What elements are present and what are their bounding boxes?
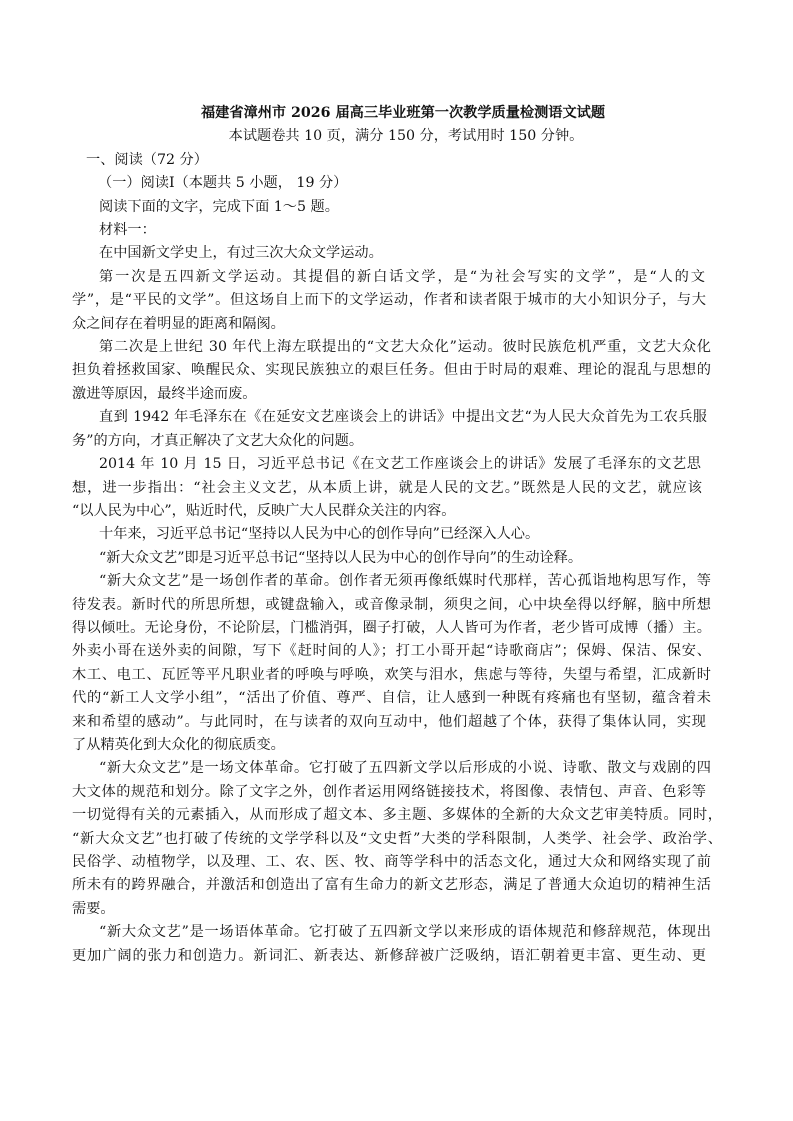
document-content (72, 102, 722, 968)
instruction-text: 阅读下面的文字，完成下面 1～5 题。 (99, 198, 339, 215)
body-line: 民俗学、动植物学，以及理、工、农、医、牧、商等学科中的活态文化，通过大众和网络实现了前 (72, 854, 711, 870)
body-line: 第一次是五四新文学运动。其提倡的新白话文学，是“为社会写实的文学”，是“人的文 (99, 268, 705, 285)
body-line: 在中国新文学史上，有过三次大众文学运动。 (99, 245, 383, 262)
body-line: 了从精英化到大众化的彻底质变。 (72, 736, 285, 753)
body-line: 众之间存在着明显的距离和隔阂。 (72, 315, 285, 332)
subsection-heading: （一）阅读Ⅰ（本题共 5 小题， 19 分） (98, 175, 348, 192)
body-line: 更加广阔的张力和创造力。新词汇、新表达、新修辞被广泛吸纳，语汇朝着更丰富、更生动、更 (72, 947, 706, 964)
body-line: 激进等原因，最终半途而废。 (72, 385, 257, 402)
body-line: 木工、电工、瓦匠等平凡职业者的呼唤与呼唤，欢笑与泪水，焦虑与等待，失望与希望，汇成新时 (72, 666, 711, 683)
body-line: “新大众文艺”是一场语体革命。它打破了五四新文学以来形成的语体规范和修辞规范，体现出 (99, 924, 711, 941)
body-line: 想，进一步指出：“社会主义文艺，从本质上讲，就是人民的文艺。”既然是人民的文艺，就应该 (72, 479, 702, 496)
body-line: 需要。 (72, 900, 115, 917)
body-line: 得以倾吐。无论身份，不论阶层，门槛消弭，圈子打破，人人皆可为作者，老少皆可成博（播）主。 (72, 619, 711, 636)
body-line: 来和希望的感动”。与此同时，在与读者的双向互动中，他们超越了个体，获得了集体认同，实现 (72, 713, 706, 730)
body-line: 直到 1942 年毛泽东在《在延安文艺座谈会上的讲话》中提出文艺“为人民大众首先为工农兵服 (99, 409, 707, 426)
body-line: 务”的方向，才真正解决了文艺大众化的问题。 (72, 432, 364, 449)
body-line: “以人民为中心”，贴近时代，反映广大人民群众关注的内容。 (72, 502, 456, 519)
section-heading: 一、阅读（72 分） (86, 151, 208, 168)
body-line: 第二次是上世纪 30 年代上海左联提出的“文艺大众化”运动。彼时民族危机严重，文艺大众化 (99, 339, 711, 356)
body-line: 担负着拯救国家、唤醒民众、实现民族独立的艰巨任务。但由于时局的艰难、理论的混乱与思想的 (72, 362, 711, 379)
body-line: 2014 年 10 月 15 日，习近平总书记《在文艺工作座谈会上的讲话》发展了毛泽东的文艺思 (99, 456, 701, 473)
body-line: 代的“新工人文学小组”，“活出了价值、尊严、自信，让人感到一种既有疼痛也有坚韧，蕴含着未 (72, 690, 711, 707)
body-line: “新大众文艺”是一场文体革命。它打破了五四新文学以后形成的小说、诗歌、散文与戏剧的四 (99, 760, 711, 777)
body-line: 学”，是“平民的文学”。但这场自上而下的文学运动，作者和读者限于城市的大小知识分子，与大 (72, 292, 706, 309)
body-line: 十年来，习近平总书记“坚持以人民为中心的创作导向”已经深入人心。 (99, 526, 540, 543)
body-line: 大文体的规范和划分。除了文字之外，创作者运用网络链接技术，将图像、表情包、声音、色彩等 (72, 783, 706, 800)
body-line: 一切觉得有关的元素插入，从而形成了超文本、多主题、多媒体的全新的大众文艺审美特质。同时， (72, 807, 722, 824)
body-line: 所未有的跨界融合，并激活和创造出了富有生命力的新文艺形态，满足了普通大众迫切的精神生活 (72, 877, 711, 894)
exam-info: 本试题卷共 10 页，满分 150 分，考试用时 150 分钟。 (228, 128, 584, 145)
body-line: “新大众文艺”也打破了传统的文学学科以及“文史哲”大类的学科限制，人类学、社会学、政治学、 (72, 830, 722, 847)
body-line: “新大众文艺”是一场创作者的革命。创作者无须再像纸媒时代那样，苦心孤诣地构思写作，等 (99, 573, 711, 590)
body-line: “新大众文艺”即是习近平总书记“坚持以人民为中心的创作导向”的生动诠释。 (99, 549, 583, 566)
body-line: 待发表。新时代的所思所想，或键盘输入，或音像录制，须臾之间，心中块垒得以纾解，脑中所想 (72, 596, 711, 613)
page-title: 福建省漳州市 2026 届高三毕业班第一次教学质量检测语文试题 (200, 105, 606, 121)
body-line: 外卖小哥在送外卖的间隙，写下《赶时间的人》；打工小哥开起“诗歌商店”；保姆、保洁、保安、 (72, 643, 711, 660)
material-label: 材料一： (99, 222, 156, 239)
